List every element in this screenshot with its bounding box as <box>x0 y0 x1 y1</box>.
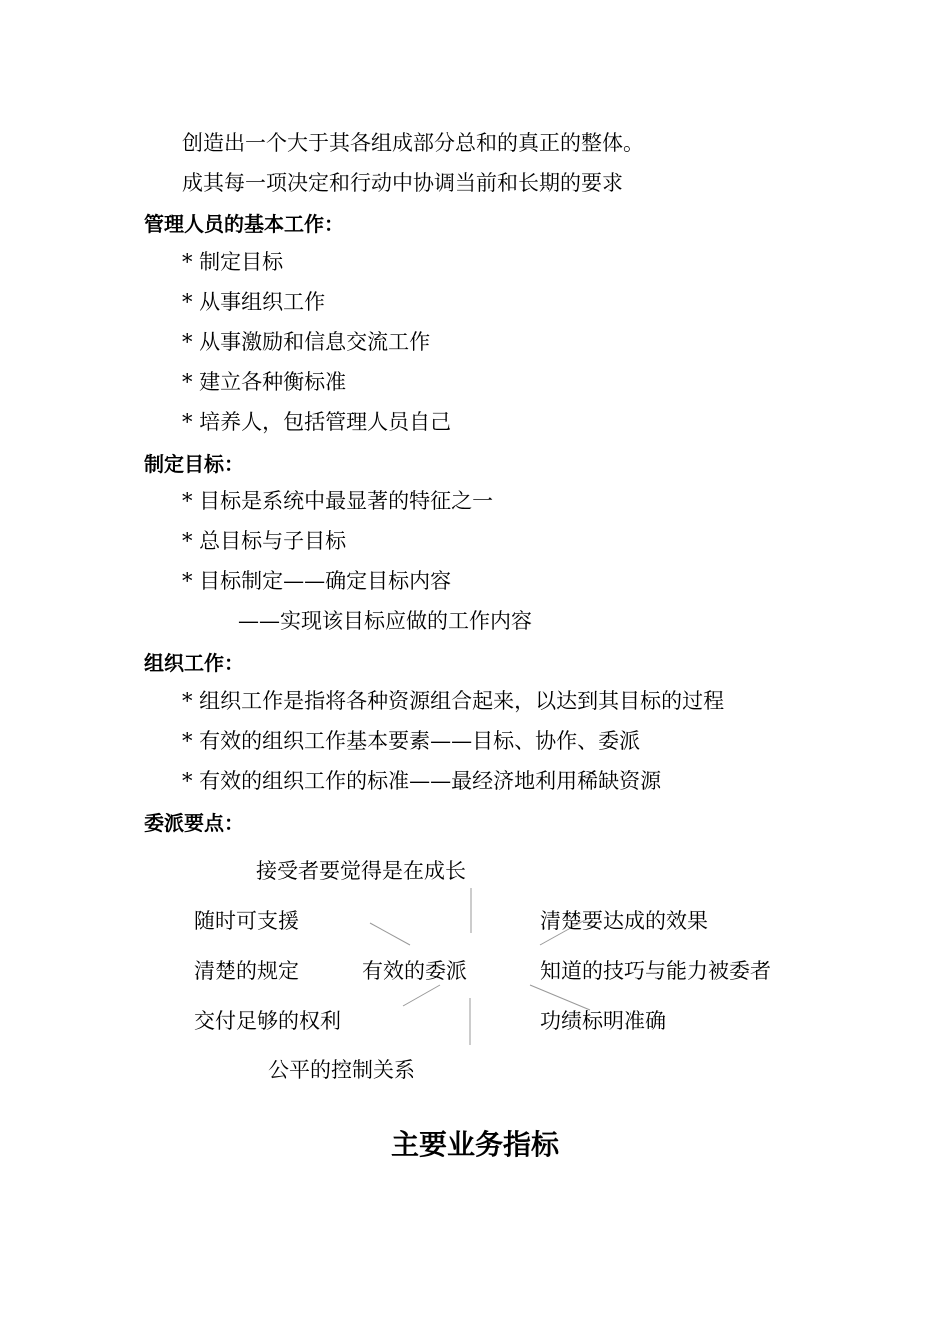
section-heading-basic-work: 管理人员的基本工作： <box>144 212 344 236</box>
connector-bottom-left <box>403 985 440 1006</box>
section-heading-organizing: 组织工作： <box>144 651 244 675</box>
list-item: * 目标是系统中最显著的特征之一 <box>182 489 494 513</box>
connector-top-left <box>370 923 410 945</box>
list-item: * 组织工作是指将各种资源组合起来，以达到其目标的过程 <box>182 689 725 713</box>
list-item: * 有效的组织工作基本要素——目标、协作、委派 <box>182 729 641 753</box>
intro-line-1: 创造出一个大于其各组成部分总和的真正的整体。 <box>182 131 644 155</box>
list-item: * 从事激励和信息交流工作 <box>182 330 431 354</box>
list-item: * 从事组织工作 <box>182 290 326 314</box>
diagram-node-center: 有效的委派 <box>362 959 467 983</box>
diagram-node-right-3: 功绩标明准确 <box>540 1009 666 1033</box>
section-heading-delegation: 委派要点： <box>144 811 244 835</box>
list-item: * 培养人，包括管理人员自己 <box>182 410 452 434</box>
diagram-node-right-2: 知道的技巧与能力被委者 <box>540 959 771 983</box>
diagram-node-left-3: 交付足够的权利 <box>194 1009 341 1033</box>
connector-bottom-right <box>530 985 590 1010</box>
intro-line-2: 成其每一项决定和行动中协调当前和长期的要求 <box>182 171 623 195</box>
list-item: * 目标制定——确定目标内容 <box>182 569 452 593</box>
diagram-node-left-2: 清楚的规定 <box>194 959 299 983</box>
diagram-node-left-1: 随时可支援 <box>194 909 299 933</box>
section-title-main-indicators: 主要业务指标 <box>390 1128 559 1161</box>
diagram-node-bottom: 公平的控制关系 <box>268 1058 415 1082</box>
section-heading-set-goals: 制定目标： <box>144 452 244 476</box>
list-sub-item: ——实现该目标应做的工作内容 <box>238 609 532 633</box>
diagram-node-top: 接受者要觉得是在成长 <box>256 859 466 883</box>
diagram-node-right-1: 清楚要达成的效果 <box>540 909 708 933</box>
list-item: * 总目标与子目标 <box>182 529 347 553</box>
list-item: * 制定目标 <box>182 250 284 274</box>
list-item: * 有效的组织工作的标准——最经济地利用稀缺资源 <box>182 769 662 793</box>
list-item: * 建立各种衡标准 <box>182 370 347 394</box>
